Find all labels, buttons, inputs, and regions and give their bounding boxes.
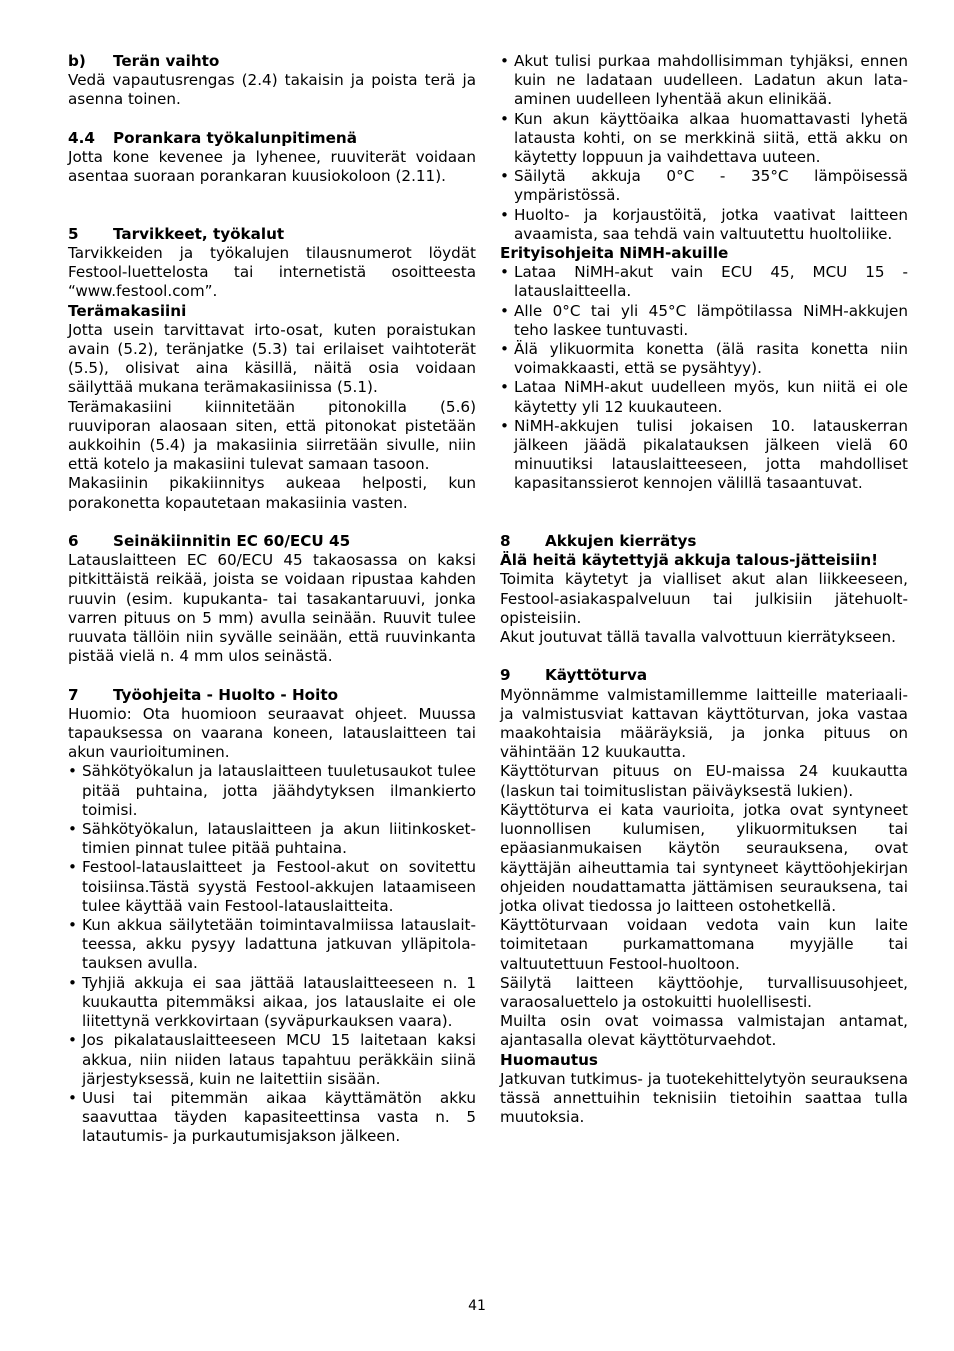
paragraph: Säilytä laitteen käyttöohje, turvallisuusohjeet, varaosaluettelo ja ostokuitti huolellisesti. (500, 973, 908, 1011)
paragraph: Käyttöturva ei kata vaurioita, jotka ovat syntyneet luonnollisen kulumisen, ylikuormituksen tai epäasianmukaisen käytön seurauksena, ovat käyttäjän aiheuttamia tai syntyneet käyttöohjekirjan ohjeiden noudattamatta jättämisen seurauksena, tai jotka olivat tiedossa jo laitteen ostohetkellä. (500, 800, 908, 915)
paragraph: Toimita käytetyt ja vialliset akut alan liikkeeseen, Festool-asiakaspalveluun tai julkisiin jätehuolt-opisteisiin. (500, 570, 908, 627)
section-title-blade-change: b) Terän vaihto (68, 52, 220, 70)
paragraph: Huomio: Ota huomioon seuraavat ohjeet. Muussa tapauksessa on vaarana koneen, latauslaitteen tai akun vaurioituminen. (68, 704, 476, 762)
section-title-recycling: 8 Akkujen kierrätys (500, 532, 697, 551)
paragraph: Latauslaitteen EC 60/ECU 45 takaosassa on kaksi pitkittäistä reikää, joista se voidaan ripustaa kahden ruuvin (esim. kupukanta- tai tasakantaruuvi, jonka varren pituus on 5 mm) avulla seinään. Ruuvit tulee ruuvata tällöin niin syvälle seinään, että ruuvinkanta pistää vielä n. 4 mm ulos seinästä. (68, 551, 476, 666)
warning-text: Älä heitä käytettyjä akkuja talous-jätteisiin! (500, 551, 879, 570)
list-item: • Uusi tai pitemmän aikaa käyttämätön akku saavuttaa täyden kapasiteettinsa vasta n. 5 latautumis- ja purkautumisjakson jälkeen. (68, 1089, 476, 1147)
bullet-list (500, 263, 908, 493)
list-item: • Jos pikalatauslaitteeseen MCU 15 laitetaan kaksi akkua, niin niiden lataus tapahtuu peräkkäin siinä järjestyksessä, kuin ne laitettiin sisään. (68, 1031, 476, 1089)
list-item: • Säilytä akkuja 0°C - 35°C lämpöisessä ympäristössä. (500, 167, 908, 205)
section-title-warranty: 9 Käyttöturva (500, 666, 648, 685)
section-title-work-instructions: 7 Työohjeita - Huolto - Hoito (68, 685, 339, 704)
subheading-nimh: Erityisohjeita NiMH-akuille (500, 244, 729, 263)
page-number: 41 (468, 1298, 486, 1314)
paragraph: Makasiinin pikakiinnitys aukeaa helposti, kun porakonetta kopautetaan makasiinia vasten. (68, 474, 476, 512)
left-column (68, 52, 476, 1147)
list-item: • Tyhjiä akkuja ei saa jättää latauslaitteeseen n. 1 kuukautta pitemmäksi aikaa, jos latauslaite ei ole liitettynä verkkovirtaan (syväpurkauksen vaara). (68, 974, 476, 1032)
paragraph: Jotta kone kevenee ja lyhenee, ruuviterät voidaan asentaa suoraan porankaran kuusiokoloon (2.11). (68, 148, 476, 186)
paragraph: Muilta osin ovat voimassa valmistajan antamat, ajantasalla olevat käyttöturvaehdot. (500, 1012, 908, 1050)
list-item: • Kun akun käyttöaika alkaa huomattavasti lyhetä latausta kohti, on se merkkinä siitä, että akku on käytetty loppuun ja vaihdettava uuteen. (500, 110, 908, 168)
list-item: • Sähkötyökalun, latauslaitteen ja akun liitinkosket-timien pinnat tulee pitää puhtaina. (68, 820, 476, 858)
list-item: • Kun akkua säilytetään toimintavalmiissa latauslait-teessa, akku pysyy ladattuna jatkuvan ylläpitola-tauksen avulla. (68, 916, 476, 974)
paragraph: Käyttöturvan pituus on EU-maissa 24 kuukautta (laskun tai toimituslistan päiväyksestä lukien). (500, 762, 908, 800)
paragraph: Terämakasiini kiinnitetään pitonokilla (5.6) ruuviporan alaosaan siten, että pitonokat pistetään aukkoihin (5.4) ja makasiinia siirretään sivulle, niin että kotelo ja makasiini tulevat samaan tasoon. (68, 397, 476, 474)
paragraph: Jatkuvan tutkimus- ja tuotekehittelytyön seurauksena tässä annettuihin teknisiin tietoihin saattaa tulla muutoksia. (500, 1069, 908, 1127)
list-item: • Lataa NiMH-akut uudelleen myös, kun niitä ei ole käytetty yli 12 kuukauteen. (500, 378, 908, 416)
list-item: • NiMH-akkujen tulisi jokaisen 10. latauskerran jälkeen jäädä pikalatauksen jälkeen vielä 60 minuutiksi latauslaitteeseen, jotta mahdolliset kapasitanssierot kennojen välillä tasaantuvat. (500, 417, 908, 494)
subheading-note: Huomautus (500, 1050, 598, 1069)
list-item: • Lataa NiMH-akut vain ECU 45, MCU 15 - latauslaitteella. (500, 263, 908, 301)
section-title-accessories: 5 Tarvikkeet, työkalut (68, 224, 285, 243)
subheading-bit-magazine: Terämakasiini (68, 301, 187, 320)
list-item: • Alle 0°C tai yli 45°C lämpötilassa NiMH-akkujen teho laskee tuntuvasti. (500, 302, 908, 340)
list-item: • Huolto- ja korjaustöitä, jotka vaativat laitteen avaamista, saa tehdä vain valtuutettu huoltoliike. (500, 206, 908, 244)
right-column (500, 52, 908, 1127)
paragraph: Vedä vapautusrengas (2.4) takaisin ja poista terä ja asenna toinen. (68, 71, 476, 109)
list-item: • Sähkötyökalun ja latauslaitteen tuuletusaukot tulee pitää puhtaina, jotta jäähdytyksen ilmankierto toimisi. (68, 762, 476, 820)
paragraph: Tarvikkeiden ja työkalujen tilausnumerot löydät Festool-luettelosta tai internetistä osoitteesta “www.festool.com”. (68, 244, 476, 301)
section-title-drill-chuck: 4.4 Porankara työkalunpitimenä (68, 128, 357, 147)
paragraph: Käyttöturvaan voidaan vedota vain kun laite toimitetaan purkamattomana myyjälle tai valtuutettuun Festool-huoltoon. (500, 916, 908, 973)
section-title-wall-mount: 6 Seinäkiinnitin EC 60/ECU 45 (68, 532, 351, 551)
list-item: • Älä ylikuormita konetta (älä rasita konetta niin voimakkaasti, että se pysähtyy). (500, 340, 908, 378)
list-item: • Festool-latauslaitteet ja Festool-akut on sovitettu toisiinsa.Tästä syystä Festool-akkujen lataamiseen tulee käyttää vain Festool-latauslaitteita. (68, 858, 476, 916)
bullet-list (68, 762, 476, 1146)
list-item: • Akut tulisi purkaa mahdollisimman tyhjäksi, ennen kuin ne ladataan uudelleen. Ladatun akun lata-aminen uudelleen lyhentää akun elinikää. (500, 52, 908, 110)
paragraph: Akut joutuvat tällä tavalla valvottuun kierrätykseen. (500, 628, 896, 647)
paragraph: Jotta usein tarvittavat irto-osat, kuten poraistukan avain (5.2), teränjatke (5.3) tai erilaiset vaihtoterät (5.5), olisivat aina käsillä, näitä osia voidaan säilyttää mukana terämakasiinissa (5.1). (68, 320, 476, 397)
paragraph: Myönnämme valmistamillemme laitteille materiaali- ja valmistusviat kattavan käyttöturvan, joka vastaa maakohtaisia määräyksiä, ja jonka pituus on vähintään 12 kuukautta. (500, 685, 908, 762)
bullet-list (500, 52, 908, 244)
